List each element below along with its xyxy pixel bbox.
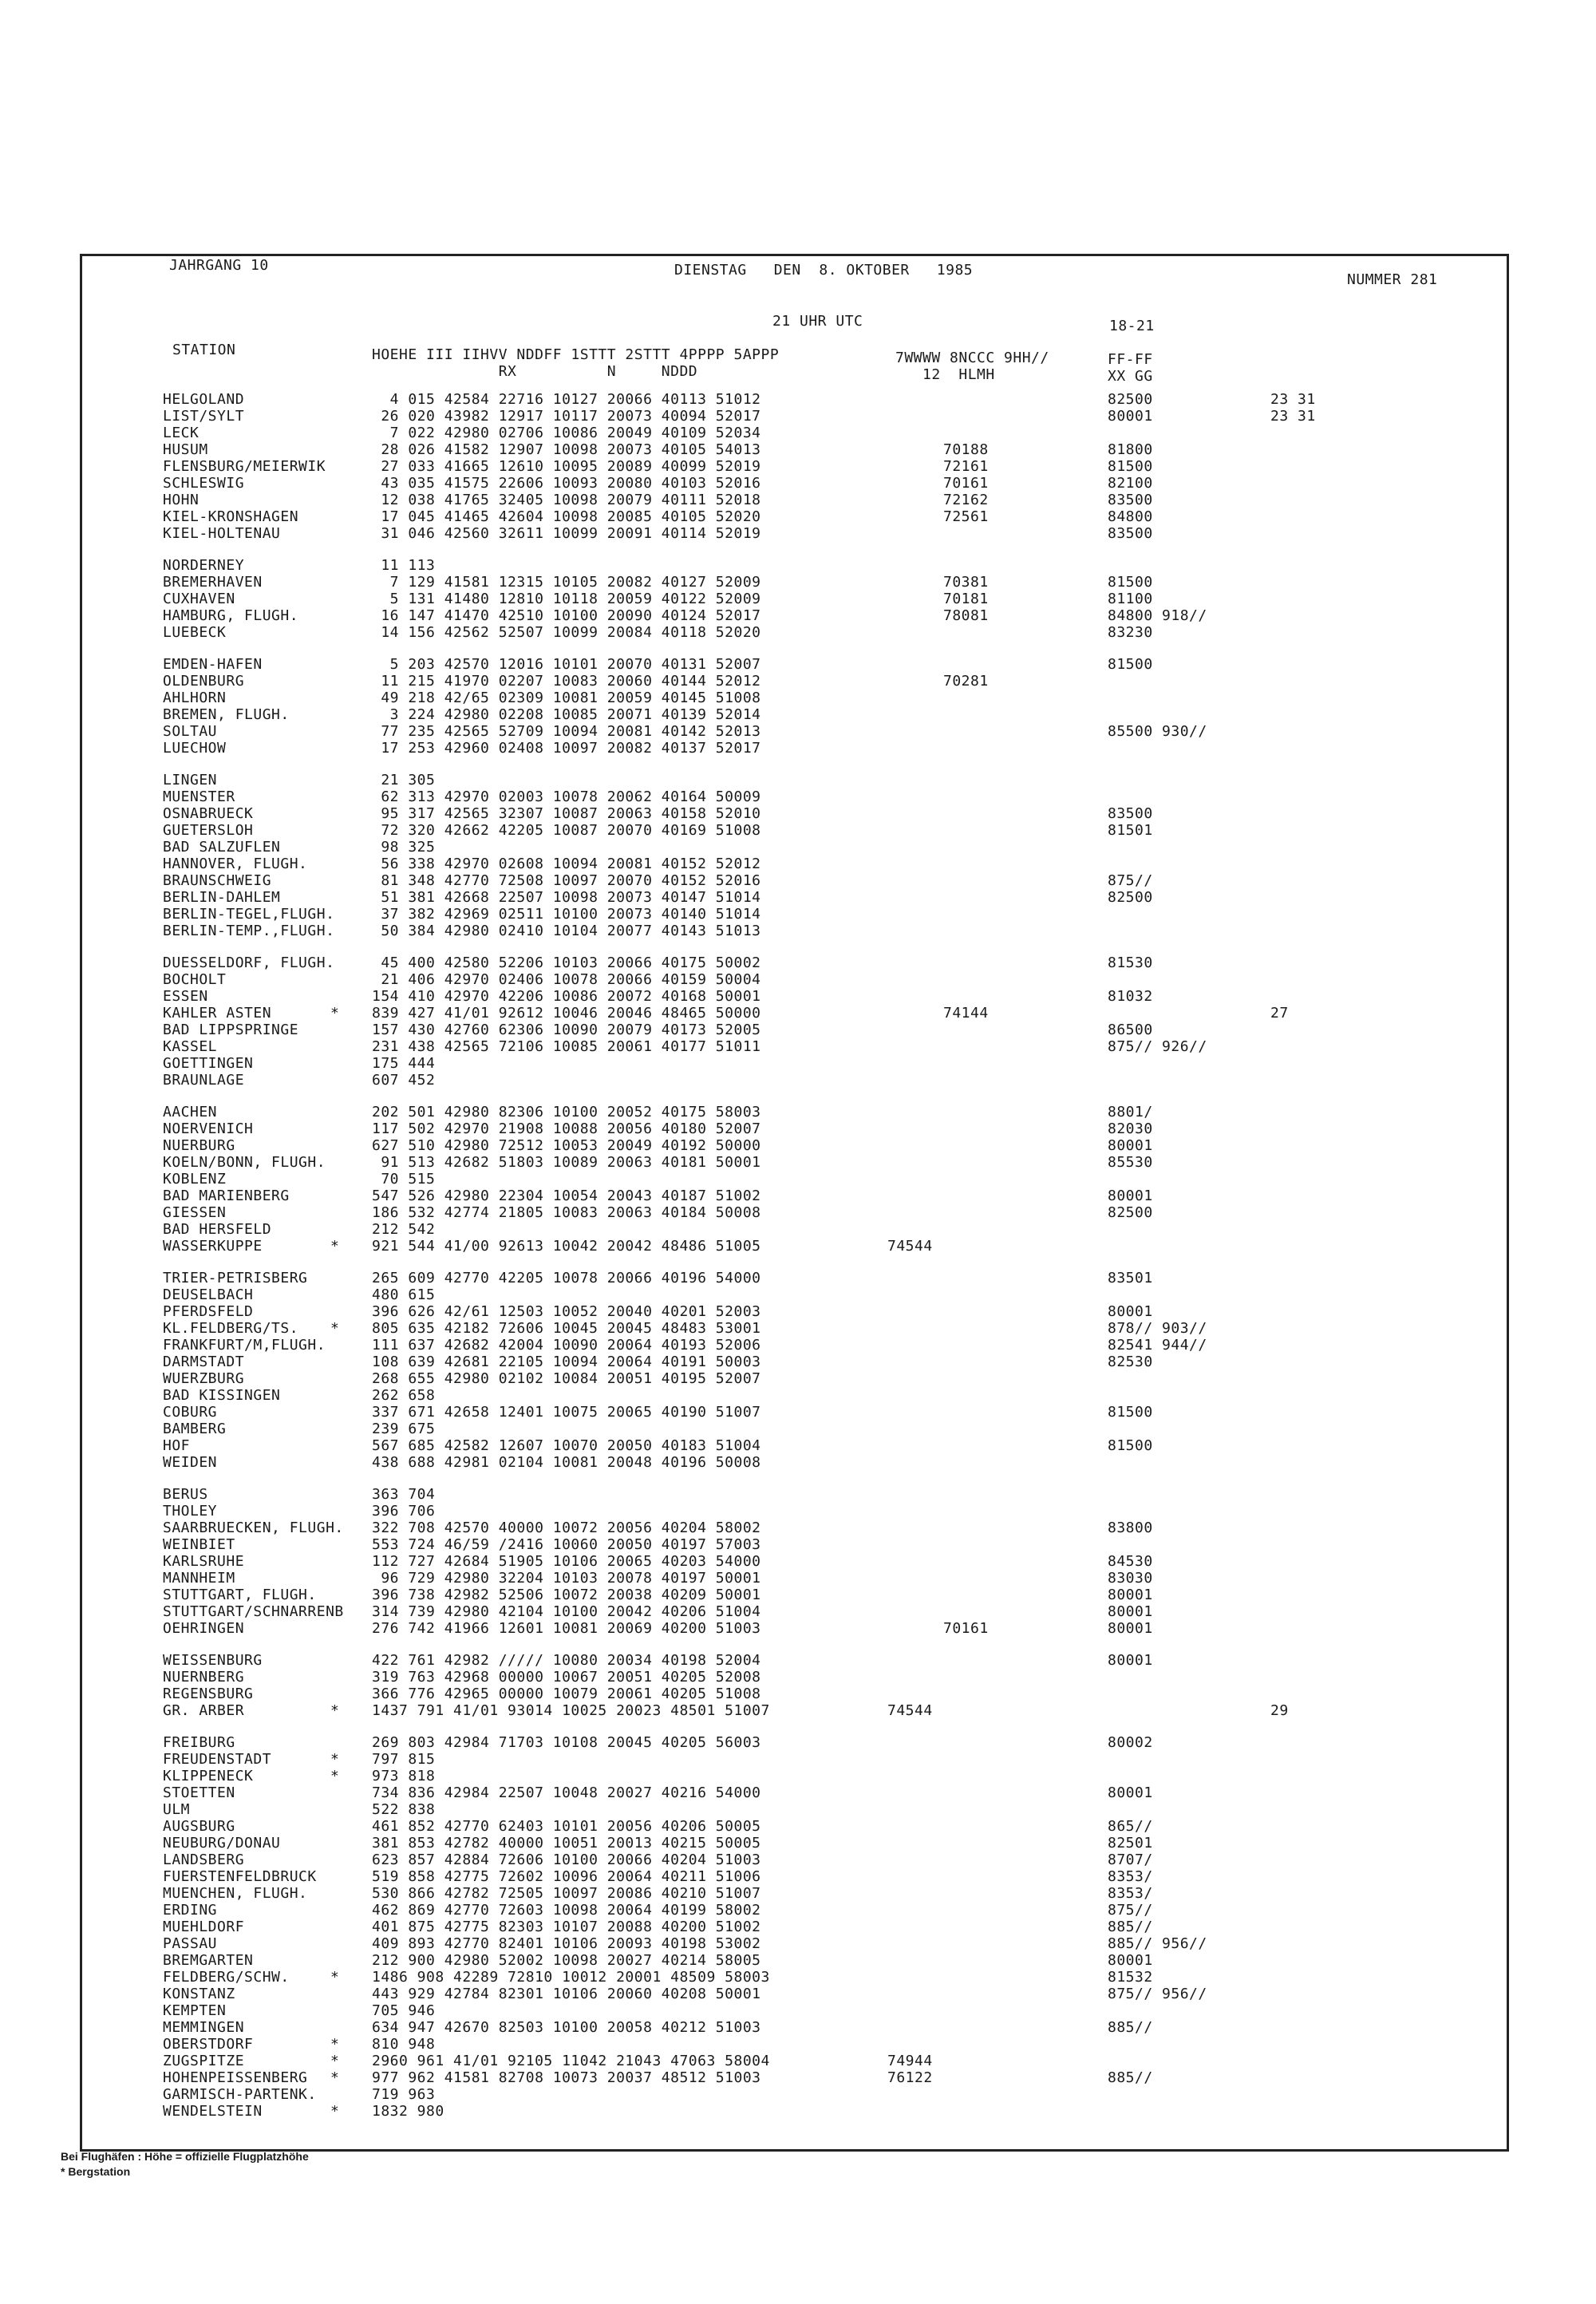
- station-name: PFERDSFELD: [163, 1303, 254, 1320]
- group-8-cloud: 84800 918//: [1108, 607, 1207, 624]
- group-8-cloud: 82500: [1108, 1204, 1153, 1221]
- synop-groups: 627 510 42980 72512 10053 20049 40192 50000: [372, 1137, 761, 1154]
- station-name: MUENSTER: [163, 788, 235, 805]
- synop-groups: 45 400 42580 52206 10103 20066 40175 50002: [372, 954, 761, 971]
- synop-groups: 17 045 41465 42604 10098 20085 40105 52020: [372, 508, 761, 525]
- gust-values: 23 31: [1270, 408, 1316, 425]
- group-8-cloud: 85500 930//: [1108, 723, 1207, 740]
- group-8-cloud: 83030: [1108, 1570, 1153, 1587]
- group-8-cloud: 80001: [1108, 1188, 1153, 1204]
- synop-groups: 461 852 42770 62403 10101 20056 40206 50005: [372, 1818, 761, 1835]
- group-8-cloud: 81500: [1108, 1404, 1153, 1421]
- mountain-station-mark: *: [330, 1969, 340, 1986]
- station-name: EMDEN-HAFEN: [163, 656, 263, 673]
- mountain-station-mark: *: [330, 1238, 340, 1255]
- synop-groups: 623 857 42884 72606 10100 20066 40204 51003: [372, 1851, 761, 1868]
- station-name: BAMBERG: [163, 1421, 227, 1437]
- station-name: BRAUNSCHWEIG: [163, 872, 272, 889]
- synop-groups: 973 818: [372, 1768, 436, 1784]
- synop-groups: 111 637 42682 42004 10090 20064 40193 52006: [372, 1337, 761, 1354]
- synop-groups: 921 544 41/00 92613 10042 20042 48486 51005: [372, 1238, 761, 1255]
- station-name: MANNHEIM: [163, 1570, 235, 1587]
- main-columns-header-line2: RX N NDDD: [372, 363, 698, 380]
- synop-groups: 262 658: [372, 1387, 436, 1404]
- footnote-mountain-station: * Bergstation: [61, 2165, 131, 2178]
- station-name: DUESSELDORF, FLUGH.: [163, 954, 335, 971]
- station-name: CUXHAVEN: [163, 591, 235, 607]
- station-name: SAARBRUECKEN, FLUGH.: [163, 1520, 344, 1536]
- station-name: BREMEN, FLUGH.: [163, 706, 290, 723]
- station-name: STUTTGART, FLUGH.: [163, 1587, 317, 1603]
- gust-values: 29: [1270, 1702, 1289, 1719]
- synop-groups: 7 022 42980 02706 10086 20049 40109 52034: [372, 425, 761, 441]
- synop-groups: 396 706: [372, 1503, 436, 1520]
- synop-groups: 98 325: [372, 839, 436, 856]
- group-8-cloud: 875// 956//: [1108, 1986, 1207, 2002]
- group-8-cloud: 81500: [1108, 656, 1153, 673]
- group-8-cloud: 80001: [1108, 1303, 1153, 1320]
- station-name: LINGEN: [163, 772, 218, 788]
- synop-groups: 154 410 42970 42206 10086 20072 40168 50001: [372, 988, 761, 1005]
- group-8-cloud: 86500: [1108, 1022, 1153, 1038]
- group-8-cloud: 885//: [1108, 1919, 1153, 1935]
- synop-groups: 96 729 42980 32204 10103 20078 40197 50001: [372, 1570, 761, 1587]
- synop-groups: 70 515: [372, 1171, 436, 1188]
- synop-groups: 26 020 43982 12917 10117 20073 40094 52017: [372, 408, 761, 425]
- synop-groups: 322 708 42570 40000 10072 20056 40204 58002: [372, 1520, 761, 1536]
- station-name: REGENSBURG: [163, 1686, 254, 1702]
- station-name: KIEL-HOLTENAU: [163, 525, 281, 542]
- group-8-cloud: 81501: [1108, 822, 1153, 839]
- synop-groups: 77 235 42565 52709 10094 20081 40142 52013: [372, 723, 761, 740]
- mountain-station-mark: *: [330, 1751, 340, 1768]
- footnote-airport-height: Bei Flughäfen : Höhe = offizielle Flugplatzhöhe: [61, 2150, 309, 2163]
- station-name: LECK: [163, 425, 200, 441]
- station-name: BERLIN-TEMP.,FLUGH.: [163, 923, 335, 939]
- group-8-cloud: 878// 903//: [1108, 1320, 1207, 1337]
- station-name: STOETTEN: [163, 1784, 235, 1801]
- station-name: BREMERHAVEN: [163, 574, 263, 591]
- station-name: ERDING: [163, 1902, 218, 1919]
- station-name: WUERZBURG: [163, 1370, 245, 1387]
- group-8-cloud: 81500: [1108, 574, 1153, 591]
- station-name: FELDBERG/SCHW.: [163, 1969, 290, 1986]
- group3-header-line1: FF-FF: [1108, 351, 1153, 368]
- group-8-cloud: 81100: [1108, 591, 1153, 607]
- group-8-cloud: 83501: [1108, 1270, 1153, 1286]
- station-name: HUSUM: [163, 441, 208, 458]
- synop-groups: 5 131 41480 12810 10118 20059 40122 52009: [372, 591, 761, 607]
- group-8-cloud: 8801/: [1108, 1104, 1153, 1120]
- group2-header-line2: 12 HLMH: [895, 366, 995, 383]
- group3-header-line2: XX GG: [1108, 368, 1153, 385]
- group-8-cloud: 885//: [1108, 2069, 1153, 2086]
- observation-time: 21 UHR UTC: [772, 313, 863, 330]
- group-8-cloud: 81530: [1108, 954, 1153, 971]
- group-7-weather: 70188: [943, 441, 989, 458]
- synop-groups: 734 836 42984 22507 10048 20027 40216 54000: [372, 1784, 761, 1801]
- group-8-cloud: 85530: [1108, 1154, 1153, 1171]
- station-name: KARLSRUHE: [163, 1553, 245, 1570]
- synop-groups: 269 803 42984 71703 10108 20045 40205 56003: [372, 1734, 761, 1751]
- synop-groups: 239 675: [372, 1421, 436, 1437]
- year-label: JAHRGANG 10: [169, 257, 269, 274]
- synop-groups: 28 026 41582 12907 10098 20073 40105 54013: [372, 441, 761, 458]
- station-name: WEIDEN: [163, 1454, 218, 1471]
- synop-groups: 797 815: [372, 1751, 436, 1768]
- synop-groups: 50 384 42980 02410 10104 20077 40143 51013: [372, 923, 761, 939]
- synop-groups: 396 738 42982 52506 10072 20038 40209 50001: [372, 1587, 761, 1603]
- group-8-cloud: 82541 944//: [1108, 1337, 1207, 1354]
- station-name: MEMMINGEN: [163, 2019, 245, 2036]
- group-8-cloud: 8707/: [1108, 1851, 1153, 1868]
- group-8-cloud: 82100: [1108, 475, 1153, 492]
- synop-groups: 11 215 41970 02207 10083 20060 40144 52012: [372, 673, 761, 690]
- group-8-cloud: 83500: [1108, 525, 1153, 542]
- station-name: WENDELSTEIN: [163, 2103, 263, 2120]
- synop-groups: 108 639 42681 22105 10094 20064 40191 50003: [372, 1354, 761, 1370]
- station-name: AACHEN: [163, 1104, 218, 1120]
- group-8-cloud: 8353/: [1108, 1885, 1153, 1902]
- synop-groups: 27 033 41665 12610 10095 20089 40099 52019: [372, 458, 761, 475]
- synop-groups: 12 038 41765 32405 10098 20079 40111 52018: [372, 492, 761, 508]
- synop-groups: 112 727 42684 51905 10106 20065 40203 54000: [372, 1553, 761, 1570]
- group-8-cloud: 80001: [1108, 1652, 1153, 1669]
- synop-groups: 363 704: [372, 1486, 436, 1503]
- station-name: HANNOVER, FLUGH.: [163, 856, 308, 872]
- synop-groups: 547 526 42980 22304 10054 20043 40187 51002: [372, 1188, 761, 1204]
- station-name: LIST/SYLT: [163, 408, 245, 425]
- synop-groups: 276 742 41966 12601 10081 20069 40200 51003: [372, 1620, 761, 1637]
- group-7-weather: 74944: [887, 2053, 933, 2069]
- group-8-cloud: 875//: [1108, 1902, 1153, 1919]
- station-name: DARMSTADT: [163, 1354, 245, 1370]
- synop-groups: 443 929 42784 82301 10106 20060 40208 50001: [372, 1986, 761, 2002]
- synop-groups: 62 313 42970 02003 10078 20062 40164 50009: [372, 788, 761, 805]
- station-name: DEUSELBACH: [163, 1286, 254, 1303]
- synop-groups: 7 129 41581 12315 10105 20082 40127 52009: [372, 574, 761, 591]
- mountain-station-mark: *: [330, 1320, 340, 1337]
- synop-groups: 401 875 42775 82303 10107 20088 40200 51002: [372, 1919, 761, 1935]
- station-name: KLIPPENECK: [163, 1768, 254, 1784]
- station-name: KOBLENZ: [163, 1171, 227, 1188]
- group-8-cloud: 875// 926//: [1108, 1038, 1207, 1055]
- mountain-station-mark: *: [330, 2053, 340, 2069]
- station-name: MUEHLDORF: [163, 1919, 245, 1935]
- station-name: LUECHOW: [163, 740, 227, 757]
- synop-groups: 72 320 42662 42205 10087 20070 40169 51008: [372, 822, 761, 839]
- synop-groups: 231 438 42565 72106 10085 20061 40177 51011: [372, 1038, 761, 1055]
- group-7-weather: 74144: [943, 1005, 989, 1022]
- group-8-cloud: 84530: [1108, 1553, 1153, 1570]
- mountain-station-mark: *: [330, 2103, 340, 2120]
- synop-groups: 31 046 42560 32611 10099 20091 40114 52019: [372, 525, 761, 542]
- station-name: LANDSBERG: [163, 1851, 245, 1868]
- station-name: KOELN/BONN, FLUGH.: [163, 1154, 326, 1171]
- synop-groups: 212 542: [372, 1221, 436, 1238]
- synop-groups: 1437 791 41/01 93014 10025 20023 48501 51007: [372, 1702, 770, 1719]
- synop-groups: 634 947 42670 82503 10100 20058 40212 51003: [372, 2019, 761, 2036]
- station-name: BOCHOLT: [163, 971, 227, 988]
- synop-groups: 202 501 42980 82306 10100 20052 40175 58003: [372, 1104, 761, 1120]
- station-name: BAD LIPPSPRINGE: [163, 1022, 299, 1038]
- synop-groups: 319 763 42968 00000 10067 20051 40205 52008: [372, 1669, 761, 1686]
- group-8-cloud: 83500: [1108, 805, 1153, 822]
- station-name: NOERVENICH: [163, 1120, 254, 1137]
- date-label: DIENSTAG DEN 8. OKTOBER 1985: [674, 262, 974, 279]
- station-name: FREIBURG: [163, 1734, 235, 1751]
- synop-groups: 16 147 41470 42510 10100 20090 40124 52017: [372, 607, 761, 624]
- station-name: FREUDENSTADT: [163, 1751, 272, 1768]
- group-8-cloud: 80001: [1108, 1587, 1153, 1603]
- group-8-cloud: 83800: [1108, 1520, 1153, 1536]
- synop-groups: 21 406 42970 02406 10078 20066 40159 50004: [372, 971, 761, 988]
- group-8-cloud: 885//: [1108, 2019, 1153, 2036]
- station-name: LUEBECK: [163, 624, 227, 641]
- group-8-cloud: 82530: [1108, 1354, 1153, 1370]
- station-column-header: STATION: [172, 342, 236, 358]
- station-name: HOHN: [163, 492, 200, 508]
- group-7-weather: 74544: [887, 1702, 933, 1719]
- synop-groups: 37 382 42969 02511 10100 20073 40140 51014: [372, 906, 761, 923]
- group-7-weather: 72162: [943, 492, 989, 508]
- group-7-weather: 70381: [943, 574, 989, 591]
- station-name: NEUBURG/DONAU: [163, 1835, 281, 1851]
- issue-number: NUMMER 281: [1347, 271, 1438, 288]
- station-name: KEMPTEN: [163, 2002, 227, 2019]
- station-name: GARMISCH-PARTENK.: [163, 2086, 317, 2103]
- synop-groups: 4 015 42584 22716 10127 20066 40113 51012: [372, 391, 761, 408]
- synop-groups: 1486 908 42289 72810 10012 20001 48509 58003: [372, 1969, 770, 1986]
- synop-groups: 422 761 42982 ///// 10080 20034 40198 52004: [372, 1652, 761, 1669]
- synop-groups: 522 838: [372, 1801, 436, 1818]
- synop-groups: 95 317 42565 32307 10087 20063 40158 52010: [372, 805, 761, 822]
- group-7-weather: 76122: [887, 2069, 933, 2086]
- station-name: BAD KISSINGEN: [163, 1387, 281, 1404]
- group-7-weather: 72161: [943, 458, 989, 475]
- synop-groups: 519 858 42775 72602 10096 20064 40211 51006: [372, 1868, 761, 1885]
- station-name: THOLEY: [163, 1503, 218, 1520]
- station-name: ULM: [163, 1801, 191, 1818]
- synop-groups: 314 739 42980 42104 10100 20042 40206 51004: [372, 1603, 761, 1620]
- station-name: OBERSTDORF: [163, 2036, 254, 2053]
- synop-groups: 81 348 42770 72508 10097 20070 40152 52016: [372, 872, 761, 889]
- synop-groups: 567 685 42582 12607 10070 20050 40183 51004: [372, 1437, 761, 1454]
- group-7-weather: 78081: [943, 607, 989, 624]
- station-name: OEHRINGEN: [163, 1620, 245, 1637]
- station-name: WASSERKUPPE: [163, 1238, 263, 1255]
- synop-groups: 553 724 46/59 /2416 10060 20050 40197 57003: [372, 1536, 761, 1553]
- synop-groups: 530 866 42782 72505 10097 20086 40210 51007: [372, 1885, 761, 1902]
- station-name: HAMBURG, FLUGH.: [163, 607, 299, 624]
- synop-groups: 91 513 42682 51803 10089 20063 40181 50001: [372, 1154, 761, 1171]
- group-8-cloud: 865//: [1108, 1818, 1153, 1835]
- synop-groups: 977 962 41581 82708 10073 20037 48512 51003: [372, 2069, 761, 2086]
- group-8-cloud: 82501: [1108, 1835, 1153, 1851]
- synop-groups: 805 635 42182 72606 10045 20045 48483 53001: [372, 1320, 761, 1337]
- mountain-station-mark: *: [330, 1768, 340, 1784]
- station-name: AHLHORN: [163, 690, 227, 706]
- synop-groups: 438 688 42981 02104 10081 20048 40196 50008: [372, 1454, 761, 1471]
- station-name: HELGOLAND: [163, 391, 245, 408]
- station-name: SOLTAU: [163, 723, 218, 740]
- group-8-cloud: 81500: [1108, 458, 1153, 475]
- group-7-weather: 70161: [943, 1620, 989, 1637]
- synop-groups: 17 253 42960 02408 10097 20082 40137 52017: [372, 740, 761, 757]
- station-name: NUERBURG: [163, 1137, 235, 1154]
- mountain-station-mark: *: [330, 1005, 340, 1022]
- synop-groups: 810 948: [372, 2036, 436, 2053]
- station-name: STUTTGART/SCHNARRENB: [163, 1603, 344, 1620]
- station-name: BAD SALZUFLEN: [163, 839, 281, 856]
- station-name: ZUGSPITZE: [163, 2053, 245, 2069]
- synop-groups: 14 156 42562 52507 10099 20084 40118 52020: [372, 624, 761, 641]
- group-8-cloud: 80001: [1108, 1603, 1153, 1620]
- group-8-cloud: 82030: [1108, 1120, 1153, 1137]
- synop-groups: 409 893 42770 82401 10106 20093 40198 53002: [372, 1935, 761, 1952]
- station-name: FRANKFURT/M,FLUGH.: [163, 1337, 326, 1354]
- group-8-cloud: 81032: [1108, 988, 1153, 1005]
- synop-groups: 839 427 41/01 92612 10046 20046 48465 50000: [372, 1005, 761, 1022]
- station-name: BERUS: [163, 1486, 208, 1503]
- synop-groups: 212 900 42980 52002 10098 20027 40214 58005: [372, 1952, 761, 1969]
- synop-groups: 43 035 41575 22606 10093 20080 40103 52016: [372, 475, 761, 492]
- station-name: HOHENPEISSENBERG: [163, 2069, 308, 2086]
- mountain-station-mark: *: [330, 2069, 340, 2086]
- synop-groups: 705 946: [372, 2002, 436, 2019]
- group-8-cloud: 81532: [1108, 1969, 1153, 1986]
- station-name: AUGSBURG: [163, 1818, 235, 1835]
- group2-header-line1: 7WWWW 8NCCC 9HH//: [895, 350, 1049, 366]
- group-8-cloud: 8353/: [1108, 1868, 1153, 1885]
- station-name: WEINBIET: [163, 1536, 235, 1553]
- group-7-weather: 72561: [943, 508, 989, 525]
- group-8-cloud: 81500: [1108, 1437, 1153, 1454]
- synop-groups: 462 869 42770 72603 10098 20064 40199 58002: [372, 1902, 761, 1919]
- group-8-cloud: 84800: [1108, 508, 1153, 525]
- group-8-cloud: 875//: [1108, 872, 1153, 889]
- station-name: ESSEN: [163, 988, 208, 1005]
- synop-groups: 175 444: [372, 1055, 436, 1072]
- synop-groups: 1832 980: [372, 2103, 444, 2120]
- group-8-cloud: 80001: [1108, 1137, 1153, 1154]
- station-name: MUENCHEN, FLUGH.: [163, 1885, 308, 1902]
- station-name: HOF: [163, 1437, 191, 1454]
- synop-groups: 11 113: [372, 557, 436, 574]
- synop-groups: 607 452: [372, 1072, 436, 1089]
- station-name: KONSTANZ: [163, 1986, 235, 2002]
- station-name: GIESSEN: [163, 1204, 227, 1221]
- station-name: SCHLESWIG: [163, 475, 245, 492]
- station-name: FUERSTENFELDBRUCK: [163, 1868, 317, 1885]
- station-name: PASSAU: [163, 1935, 218, 1952]
- mountain-station-mark: *: [330, 2036, 340, 2053]
- page-frame: [80, 254, 1509, 2152]
- station-name: BREMGARTEN: [163, 1952, 254, 1969]
- group-8-cloud: 83500: [1108, 492, 1153, 508]
- synop-groups: 268 655 42980 02102 10084 20051 40195 52007: [372, 1370, 761, 1387]
- synop-groups: 337 671 42658 12401 10075 20065 40190 51007: [372, 1404, 761, 1421]
- synop-groups: 21 305: [372, 772, 436, 788]
- synop-groups: 366 776 42965 00000 10079 20061 40205 51008: [372, 1686, 761, 1702]
- synop-groups: 719 963: [372, 2086, 436, 2103]
- station-name: OLDENBURG: [163, 673, 245, 690]
- group-8-cloud: 80001: [1108, 1620, 1153, 1637]
- station-name: BERLIN-TEGEL,FLUGH.: [163, 906, 335, 923]
- station-name: BRAUNLAGE: [163, 1072, 245, 1089]
- station-name: FLENSBURG/MEIERWIK: [163, 458, 326, 475]
- group-8-cloud: 83230: [1108, 624, 1153, 641]
- synop-groups: 56 338 42970 02608 10094 20081 40152 52012: [372, 856, 761, 872]
- group-8-cloud: 80001: [1108, 1784, 1153, 1801]
- station-name: WEISSENBURG: [163, 1652, 263, 1669]
- group-8-cloud: 80001: [1108, 1952, 1153, 1969]
- station-name: BERLIN-DAHLEM: [163, 889, 281, 906]
- mountain-station-mark: *: [330, 1702, 340, 1719]
- group-8-cloud: 82500: [1108, 391, 1153, 408]
- station-name: GR. ARBER: [163, 1702, 245, 1719]
- station-name: KAHLER ASTEN: [163, 1005, 272, 1022]
- station-name: BAD MARIENBERG: [163, 1188, 290, 1204]
- station-name: GOETTINGEN: [163, 1055, 254, 1072]
- group-7-weather: 70281: [943, 673, 989, 690]
- station-name: KASSEL: [163, 1038, 218, 1055]
- group-7-weather: 70161: [943, 475, 989, 492]
- synop-groups: 157 430 42760 62306 10090 20079 40173 52005: [372, 1022, 761, 1038]
- group-8-cloud: 80001: [1108, 408, 1153, 425]
- synop-groups: 49 218 42/65 02309 10081 20059 40145 51008: [372, 690, 761, 706]
- synop-groups: 51 381 42668 22507 10098 20073 40147 51014: [372, 889, 761, 906]
- time-range: 18-21: [1109, 318, 1155, 334]
- synop-groups: 5 203 42570 12016 10101 20070 40131 52007: [372, 656, 761, 673]
- station-name: KL.FELDBERG/TS.: [163, 1320, 299, 1337]
- group-7-weather: 74544: [887, 1238, 933, 1255]
- group-8-cloud: 82500: [1108, 889, 1153, 906]
- synop-groups: 396 626 42/61 12503 10052 20040 40201 52003: [372, 1303, 761, 1320]
- synop-groups: 3 224 42980 02208 10085 20071 40139 52014: [372, 706, 761, 723]
- station-name: NUERNBERG: [163, 1669, 245, 1686]
- station-name: GUETERSLOH: [163, 822, 254, 839]
- station-name: KIEL-KRONSHAGEN: [163, 508, 299, 525]
- station-name: COBURG: [163, 1404, 218, 1421]
- main-columns-header-line1: HOEHE III IIHVV NDDFF 1STTT 2STTT 4PPPP 5APPP: [372, 346, 780, 363]
- synop-groups: 265 609 42770 42205 10078 20066 40196 54000: [372, 1270, 761, 1286]
- station-name: OSNABRUECK: [163, 805, 254, 822]
- group-7-weather: 70181: [943, 591, 989, 607]
- station-name: NORDERNEY: [163, 557, 245, 574]
- synop-groups: 381 853 42782 40000 10051 20013 40215 50005: [372, 1835, 761, 1851]
- synop-groups: 2960 961 41/01 92105 11042 21043 47063 58004: [372, 2053, 770, 2069]
- gust-values: 23 31: [1270, 391, 1316, 408]
- group-8-cloud: 80002: [1108, 1734, 1153, 1751]
- gust-values: 27: [1270, 1005, 1289, 1022]
- synop-groups: 117 502 42970 21908 10088 20056 40180 52007: [372, 1120, 761, 1137]
- synop-groups: 480 615: [372, 1286, 436, 1303]
- synop-groups: 186 532 42774 21805 10083 20063 40184 50008: [372, 1204, 761, 1221]
- group-8-cloud: 81800: [1108, 441, 1153, 458]
- station-name: TRIER-PETRISBERG: [163, 1270, 308, 1286]
- station-name: BAD HERSFELD: [163, 1221, 272, 1238]
- group-8-cloud: 885// 956//: [1108, 1935, 1207, 1952]
